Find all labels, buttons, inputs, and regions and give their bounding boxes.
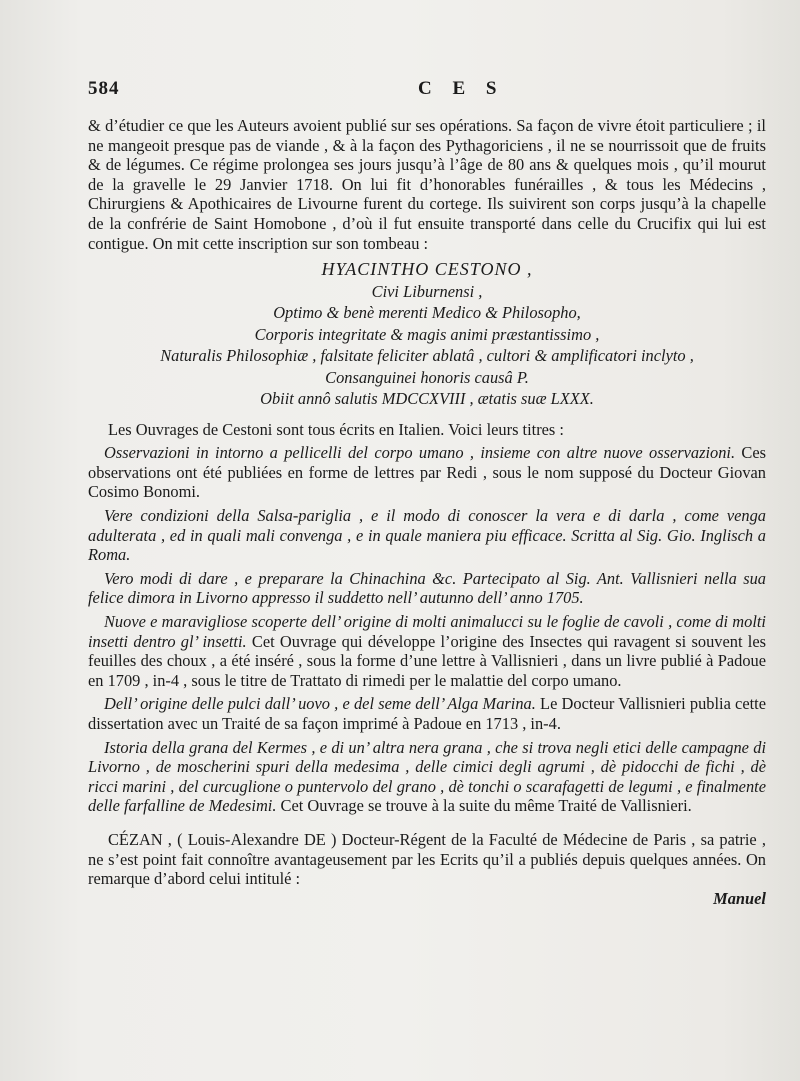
work-entry — [88, 569, 766, 608]
inscription-line: Optimo & benè merenti Medico & Philosopho, — [273, 303, 581, 323]
inscription-line: Corporis integritate & magis animi præstantissimo , — [254, 324, 600, 344]
page-number: 584 — [88, 78, 120, 99]
page-body — [88, 116, 766, 908]
work-entry — [88, 612, 766, 690]
work-note: Le Docteur Vallisnieri publia cette dissertation avec un Traité de sa façon imprimé à Padoue en 1713 , in-4. — [88, 694, 766, 733]
running-head: C E S — [418, 78, 505, 99]
inscription-line: Naturalis Philosophiæ , falsitate feliciter ablatâ , cultori & amplificatori inclyto , — [160, 346, 694, 366]
work-note: Cet Ouvrage se trouve à la suite du même Traité de Vallisnieri. — [276, 796, 692, 816]
cezan-entry: CÉZAN , ( Louis-Alexandre DE ) Docteur-Régent de la Faculté de Médecine de Paris , sa patrie , ne s’est point fait connoître avantageusement par les Ecrits qu’il a publiés depuis quelques années. On remarque d’abord celui intitulé : — [88, 829, 766, 889]
inscription-line: Obiit annô salutis MDCCXVIII , ætatis suæ LXXX. — [260, 389, 594, 409]
work-entry — [88, 443, 766, 502]
work-entry — [88, 506, 766, 565]
work-title: Vero modi di dare , e preparare la Chinachina &c. Partecipato al Sig. Ant. Vallisnieri nella sua felice dimora in Livorno appresso il suddetto nell’ autunno dell’ anno 1705. — [88, 568, 766, 608]
work-entry — [88, 738, 766, 816]
work-title: Dell’ origine delle pulci dall’ uovo , e del seme dell’ Alga Marina. — [104, 694, 536, 714]
work-title: Istoria della grana del Kermes , e di un’ altra nera grana , che si trova negli etici delle campagne di Livorno , de moscherini spuri della medesima , delle cimici degli agrumi , dè pidocchi de fichi , dè ricci marini , del curcuglione o puntervolo del grano , dè tonchi o scarafagetti de legumi , e finalmente delle farfalline de Medesimi. — [88, 737, 766, 816]
intro-paragraph: & d’étudier ce que les Auteurs avoient publié sur ses opérations. Sa façon de vivre étoit particuliere ; il ne mangeoit presque pas de viande , & à la façon des Pythagoriciens , il ne se nourrissoit que de fruits & de légumes. Ce régime prolongea ses jours jusqu’à l’âge de 80 ans & quelques mois , qu’il mourut de la gravelle le 29 Janvier 1718. On lui fit d’honorables funérailles , & tous les Médecins , Chirurgiens & Apothicaires de Livourne furent du cortege. Ils suivirent son corps jusqu’à la chapelle de la confrérie de Saint Homobone , d’où il fut ensuite transporté dans celle du Crucifix qui lui est contigue. On mit cette inscription sur son tombeau : — [88, 116, 766, 253]
work-title: Nuove e maravigliose scoperte dell’ origine di molti animalucci su le foglie de cavoli , come di molti insetti dentro gl’ insetti. — [88, 612, 766, 651]
work-title: Osservazioni in intorno a pellicelli del corpo umano , insieme con altre nuove osservazioni. — [104, 443, 736, 463]
page-header — [88, 78, 740, 108]
tomb-inscription — [88, 259, 766, 410]
work-entry — [88, 694, 766, 733]
inscription-line: HYACINTHO CESTONO , — [321, 259, 533, 280]
catchword: Manuel — [713, 888, 766, 908]
inscription-line: Consanguinei honoris causâ P. — [325, 367, 529, 387]
work-note: Cet Ouvrage qui développe l’origine des Insectes qui ravagent si souvent les feuilles des choux , a été inséré , sous la forme d’une lettre à Vallisnieri , dans un livre publié à Padoue en 1709 , in-4 , sous le titre de Trattato di rimedi per le malattie del corpo umano. — [88, 631, 766, 690]
section-gap — [88, 816, 766, 830]
inscription-line: Civi Liburnensi , — [371, 281, 483, 301]
work-title: Vere condizioni della Salsa-pariglia , e il modo di conoscer la vera e di darla , come venga adulterata , ed in quali mali convenga , e in quale maniera piu efficace. Scritta al Sig. Gio. Inglisch a Roma. — [88, 506, 766, 565]
work-note: Ces observations ont été publiées en forme de lettres par Redi , sous le nom supposé du Docteur Giovan Cosimo Bonomi. — [88, 443, 767, 502]
works-intro: Les Ouvrages de Cestoni sont tous écrits en Italien. Voici leurs titres : — [108, 419, 564, 439]
